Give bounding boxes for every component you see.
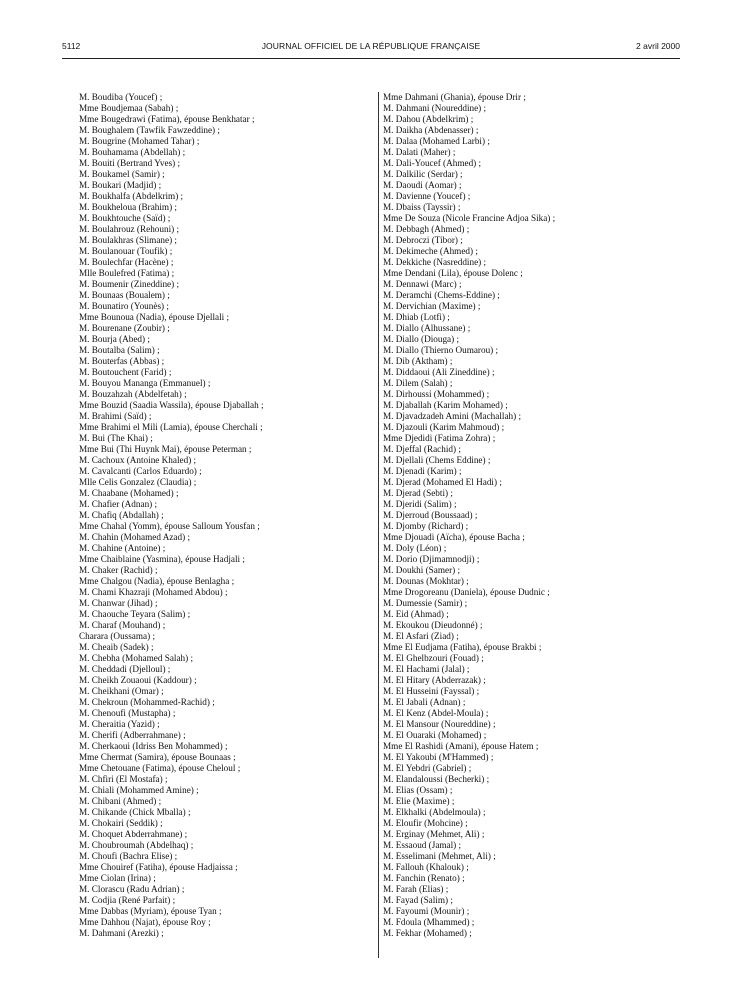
name-entry: Mme Djouadi (Aïcha), épouse Bacha ; xyxy=(383,532,525,542)
name-entry: M. Choubroumah (Abdelhaq) ; xyxy=(79,840,194,850)
name-entry: Mme Brahimi el Mili (Lamia), épouse Cherchali ; xyxy=(79,422,263,432)
name-entry: M. Elkhalki (Abdelmoula) ; xyxy=(383,807,486,817)
name-entry: Mlle Boulefred (Fatima) ; xyxy=(79,268,175,278)
name-entry: M. Fayad (Salim) ; xyxy=(383,895,453,905)
name-entry: M. Essaoud (Jamal) ; xyxy=(383,840,462,850)
name-entry: M. Djaballah (Karim Mohamed) ; xyxy=(383,400,508,410)
name-entry: Mme Chalgou (Nadia), épouse Benlagha ; xyxy=(79,576,235,586)
column-divider xyxy=(378,92,379,958)
name-entry: M. Djomby (Richard) ; xyxy=(383,521,469,531)
name-entry: Mme Djedidi (Fatima Zohra) ; xyxy=(383,433,496,443)
name-entry: M. Dalaa (Mohamed Larbi) ; xyxy=(383,136,490,146)
name-entry: M. Boukari (Madjid) ; xyxy=(79,180,162,190)
name-entry: M. Chahin (Mohamed Azad) ; xyxy=(79,532,190,542)
name-entry: M. Chafier (Adnan) ; xyxy=(79,499,158,509)
name-entry: M. Cachoux (Antoine Khaled) ; xyxy=(79,455,197,465)
right-name-column xyxy=(383,92,683,939)
name-entry: M. Bounatiro (Younès) ; xyxy=(79,301,169,311)
name-entry: M. Fdoula (Mhammed) ; xyxy=(383,917,475,927)
name-entry: M. Chaker (Rachid) ; xyxy=(79,565,158,575)
name-entry: M. Chanwar (Jihad) ; xyxy=(79,598,158,608)
name-entry: Mme De Souza (Nicole Francine Adjoa Sika) ; xyxy=(383,213,556,223)
name-entry: M. El Hitary (Abderrazak) ; xyxy=(383,675,486,685)
name-entry: Mme Dabbas (Myriam), épouse Tyan ; xyxy=(79,906,222,916)
page-number: 5112 xyxy=(62,41,81,51)
name-entry: M. Fanchin (Renato) ; xyxy=(383,873,465,883)
name-entry: M. Dahmani (Noureddine) ; xyxy=(383,103,487,113)
name-entry: Mme Chaiblaine (Yasmina), épouse Hadjali ; xyxy=(79,554,245,564)
name-entry: M. Choufi (Bachra Elise) ; xyxy=(79,851,178,861)
name-entry: Mme Chouiref (Fatiha), épouse Hadjaissa ; xyxy=(79,862,238,872)
name-entry: M. Codjia (René Parfait) ; xyxy=(79,895,176,905)
name-entry: Mme El Rashidi (Amani), épouse Hatem ; xyxy=(383,741,539,751)
name-entry: M. Choquet Abderrahmane) ; xyxy=(79,829,188,839)
name-entry: M. Boulechfar (Hacène) ; xyxy=(79,257,174,267)
name-entry: M. Djeffal (Rachid) ; xyxy=(383,444,461,454)
name-entry: M. Djerad (Mohamed El Hadi) ; xyxy=(383,477,502,487)
name-entry: M. Chami Khazraji (Mohamed Abdou) ; xyxy=(79,587,228,597)
name-entry: M. El Jabali (Adnan) ; xyxy=(383,697,466,707)
name-entry: Mme Dendani (Lila), épouse Dolenc ; xyxy=(383,268,523,278)
journal-title: JOURNAL OFFICIEL DE LA RÉPUBLIQUE FRANÇAISE xyxy=(261,41,481,51)
name-entry: M. Dahou (Abdelkrim) ; xyxy=(383,114,474,124)
name-entry: M. Dalkilic (Serdar) ; xyxy=(383,169,463,179)
name-entry: M. Diallo (Thierno Oumarou) ; xyxy=(383,345,499,355)
name-entry: M. Boutouchent (Farid) ; xyxy=(79,367,172,377)
name-entry: M. El Ouaraki (Mohamed) ; xyxy=(383,730,487,740)
name-entry: M. Dirhoussi (Mohammed) ; xyxy=(383,389,490,399)
name-entry: M. Djerad (Sebti) ; xyxy=(383,488,453,498)
name-entry: M. Ekoukou (Dieudonné) ; xyxy=(383,620,483,630)
name-entry: M. Dilem (Salah) ; xyxy=(383,378,453,388)
name-entry: M. Chenoufi (Mustapha) ; xyxy=(79,708,176,718)
name-entry: M. Bui (The Khai) ; xyxy=(79,433,153,443)
name-entry: M. Cherifi (Adberrahmane) ; xyxy=(79,730,186,740)
name-entry: M. Bouterfas (Abbas) ; xyxy=(79,356,165,366)
name-entry: M. Chebha (Mohamed Salah) ; xyxy=(79,653,194,663)
name-entry: Mme Bounoua (Nadia), épouse Djellali ; xyxy=(79,312,230,322)
name-entry: M. Diallo (Diouga) ; xyxy=(383,334,460,344)
name-entry: M. Bouhamama (Abdellah) ; xyxy=(79,147,186,157)
name-entry: M. Chfiri (El Mostafa) ; xyxy=(79,774,168,784)
name-entry: M. Chikande (Chick Mballa) ; xyxy=(79,807,191,817)
name-entry: M. Bouyou Mananga (Emmanuel) ; xyxy=(79,378,211,388)
name-entry: M. Fekhar (Mohamed) ; xyxy=(383,928,472,938)
name-entry: M. Dalati (Maher) ; xyxy=(383,147,456,157)
name-entry: M. Boukhtouche (Saïd) ; xyxy=(79,213,171,223)
name-entry: Mme Bui (Thi Huynk Mai), épouse Peterman ; xyxy=(79,444,252,454)
name-entry: Mme Chermat (Samira), épouse Bounaas ; xyxy=(79,752,236,762)
name-entry: M. Dib (Aktham) ; xyxy=(383,356,453,366)
name-entry: M. Clorascu (Radu Adrian) ; xyxy=(79,884,185,894)
name-entry: M. Fallouh (Khalouk) ; xyxy=(383,862,469,872)
name-entry: M. Cheikh Zouaoui (Kaddour) ; xyxy=(79,675,197,685)
name-entry: M. Chibani (Ahmed) ; xyxy=(79,796,162,806)
name-entry: Mlle Celis Gonzalez (Claudia) ; xyxy=(79,477,197,487)
name-entry: M. Cheaib (Sadek) ; xyxy=(79,642,154,652)
name-entry: M. Dorio (Djimamnodji) ; xyxy=(383,554,480,564)
name-entry: M. Doukhi (Samer) ; xyxy=(383,565,461,575)
name-entry: Mme Chahal (Yomm), épouse Salloum Yousfan ; xyxy=(79,521,260,531)
name-entry: M. El Asfari (Ziad) ; xyxy=(383,631,459,641)
name-entry: M. Bouiti (Bertrand Yves) ; xyxy=(79,158,181,168)
name-entry: M. Dahmani (Arezki) ; xyxy=(79,928,164,938)
name-entry: M. Boukhalfa (Abdelkrim) ; xyxy=(79,191,184,201)
name-entry: M. El Husseini (Fayssal) ; xyxy=(383,686,480,696)
name-entry: M. Davienne (Youcef) ; xyxy=(383,191,471,201)
name-entry: M. Boulahrouz (Rehouni) ; xyxy=(79,224,180,234)
name-entry: Mme Dahmani (Ghania), épouse Drir ; xyxy=(383,92,526,102)
name-entry: Mme Bouzid (Saadia Wassila), épouse Djaballah ; xyxy=(79,400,264,410)
name-entry: M. Chaabane (Mohamed) ; xyxy=(79,488,179,498)
name-entry: M. Bougrine (Mohamed Tahar) ; xyxy=(79,136,200,146)
name-entry: M. Boulanouar (Toufik) ; xyxy=(79,246,173,256)
name-entry: M. Djerroud (Boussaad) ; xyxy=(383,510,478,520)
name-entry: Mme Dahhou (Najat), épouse Roy ; xyxy=(79,917,211,927)
name-entry: M. Dennawi (Marc) ; xyxy=(383,279,462,289)
name-entry: M. Chafiq (Abdallah) ; xyxy=(79,510,164,520)
name-entry: M. Boukamel (Samir) ; xyxy=(79,169,165,179)
page-header xyxy=(62,41,680,55)
name-entry: M. Dekimeche (Ahmed) ; xyxy=(383,246,478,256)
name-entry: Mme Chetouane (Fatima), épouse Cheloul ; xyxy=(79,763,241,773)
name-entry: M. Dekkiche (Nasreddine) ; xyxy=(383,257,487,267)
name-entry: M. Debbagh (Ahmed) ; xyxy=(383,224,470,234)
name-entry: M. El Mansour (Noureddine) ; xyxy=(383,719,496,729)
name-entry: M. Farah (Elias) ; xyxy=(383,884,449,894)
name-entry: M. Dali-Youcef (Ahmed) ; xyxy=(383,158,482,168)
name-entry: M. Djeridi (Salim) ; xyxy=(383,499,457,509)
name-entry: M. Djenadi (Karim) ; xyxy=(383,466,462,476)
name-entry: M. Djavadzadeh Amini (Machallah) ; xyxy=(383,411,522,421)
name-entry: M. Cheddadi (Djelloul) ; xyxy=(79,664,171,674)
name-entry: M. Charaf (Mouhand) ; xyxy=(79,620,166,630)
name-entry: Mme Boudjemaa (Sabah) ; xyxy=(79,103,179,113)
name-entry: M. Bourja (Abed) ; xyxy=(79,334,150,344)
name-entry: M. Dounas (Mokhtar) ; xyxy=(383,576,469,586)
name-entry: M. Elias (Ossam) ; xyxy=(383,785,453,795)
name-entry: M. El Hachami (Jalal) ; xyxy=(383,664,470,674)
name-entry: M. Elie (Maxime) ; xyxy=(383,796,455,806)
name-entry: M. Boukheloua (Brahim) ; xyxy=(79,202,177,212)
name-entry: M. Djazouli (Karim Mahmoud) ; xyxy=(383,422,505,432)
name-entry: M. Cherkaoui (Idriss Ben Mohammed) ; xyxy=(79,741,228,751)
name-entry: Mme Bougedrawi (Fatima), épouse Benkhatar ; xyxy=(79,114,255,124)
name-entry: M. Boughalem (Tawfik Fawzeddine) ; xyxy=(79,125,220,135)
name-entry: Mme Drogoreanu (Daniela), épouse Dudnic ; xyxy=(383,587,550,597)
name-entry: M. Daikha (Abdenasser) ; xyxy=(383,125,479,135)
name-entry: M. Eloufir (Mohcine) ; xyxy=(383,818,468,828)
name-entry: M. Deramchi (Chems-Eddine) ; xyxy=(383,290,500,300)
name-entry: Charara (Oussama) ; xyxy=(79,631,156,641)
name-entry: M. Boutalba (Salim) ; xyxy=(79,345,160,355)
name-entry: M. Dbaiss (Tayssir) ; xyxy=(383,202,461,212)
name-entry: Mme El Eudjama (Fatiha), épouse Brakbi ; xyxy=(383,642,542,652)
name-entry: M. Diddaoui (Ali Zineddine) ; xyxy=(383,367,495,377)
name-entry: M. Elandaloussi (Becherki) ; xyxy=(383,774,490,784)
name-entry: M. Boulakhras (Slimane) ; xyxy=(79,235,177,245)
name-entry: M. Debroczi (Tibor) ; xyxy=(383,235,463,245)
name-entry: M. Boudiba (Youcef) ; xyxy=(79,92,163,102)
name-entry: Mme Ciolan (Irina) ; xyxy=(79,873,156,883)
name-entry: M. Chiali (Mohammed Amine) ; xyxy=(79,785,199,795)
name-entry: M. Brahimi (Saïd) ; xyxy=(79,411,152,421)
name-entry: M. Cheraitia (Yazid) ; xyxy=(79,719,160,729)
name-entry: M. Djellali (Chems Eddine) ; xyxy=(383,455,491,465)
name-entry: M. Dervichian (Maxime) ; xyxy=(383,301,481,311)
name-entry: M. Esselimani (Mehmet, Ali) ; xyxy=(383,851,496,861)
issue-date: 2 avril 2000 xyxy=(636,41,680,51)
name-entry: M. Chahine (Antoine) ; xyxy=(79,543,166,553)
name-entry: M. Dumessie (Samir) ; xyxy=(383,598,468,608)
name-entry: M. Chekroun (Mohammed-Rachid) ; xyxy=(79,697,215,707)
name-entry: M. Bourenane (Zoubir) ; xyxy=(79,323,170,333)
name-entry: M. Chaouche Teyara (Salim) ; xyxy=(79,609,191,619)
name-entry: M. Doly (Léon) ; xyxy=(383,543,447,553)
name-entry: M. El Ghelbzouri (Fouad) ; xyxy=(383,653,484,663)
name-entry: M. Boumenir (Zineddine) ; xyxy=(79,279,180,289)
name-entry: M. Bouzahzah (Abdelfetah) ; xyxy=(79,389,187,399)
name-entry: M. Dhiab (Lotfi) ; xyxy=(383,312,450,322)
name-entry: M. Fayoumi (Mounir) ; xyxy=(383,906,470,916)
name-entry: M. Erginay (Mehmet, Ali) ; xyxy=(383,829,485,839)
name-entry: M. Daoudi (Aomar) ; xyxy=(383,180,462,190)
left-name-column xyxy=(79,92,373,939)
name-entry: M. Eid (Ahmad) ; xyxy=(383,609,449,619)
name-entry: M. El Kenz (Abdel-Moula) ; xyxy=(383,708,489,718)
name-entry: M. El Yebdri (Gabriel) ; xyxy=(383,763,472,773)
name-entry: M. Chokairi (Seddik) ; xyxy=(79,818,163,828)
header-rule xyxy=(62,58,680,59)
name-entry: M. Bounaas (Boualem) ; xyxy=(79,290,170,300)
name-entry: M. El Yakoubi (M'Hammed) ; xyxy=(383,752,494,762)
name-entry: M. Cheikhani (Omar) ; xyxy=(79,686,164,696)
name-entry: M. Cavalcanti (Carlos Eduardo) ; xyxy=(79,466,202,476)
name-entry: M. Diallo (Alhussane) ; xyxy=(383,323,471,333)
